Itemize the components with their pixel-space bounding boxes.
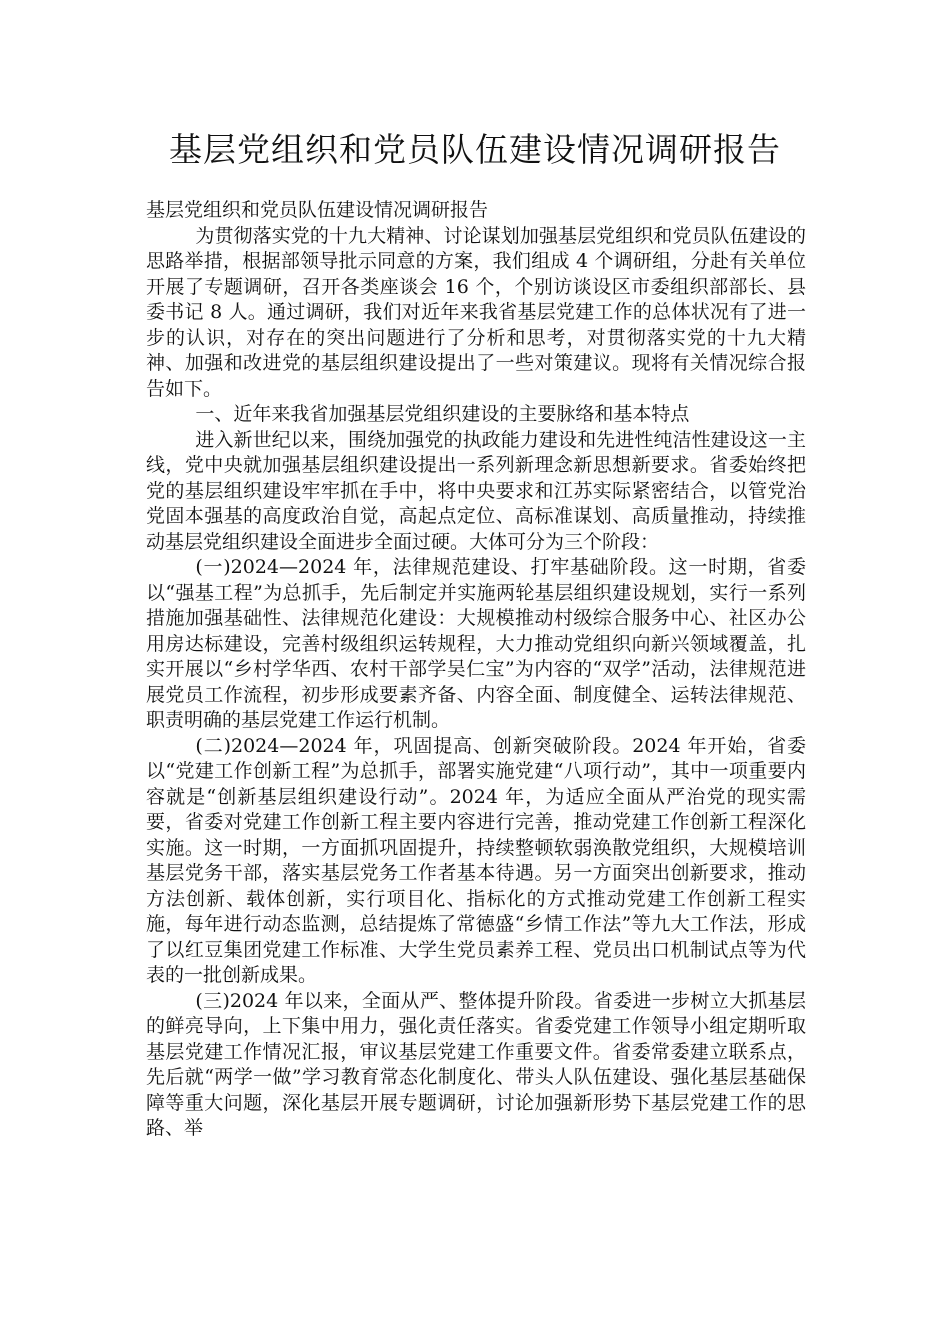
document-subtitle: 基层党组织和党员队伍建设情况调研报告: [146, 199, 489, 221]
paragraph-stage-2: (二)2024—2024 年，巩固提高、创新突破阶段。2024 年开始，省委以“党建工作创新工程”为总抓手，部署实施党建“八项行动”，其中一项重要内容就是“创新基层组织建设行动”。2024 年，为适应全面从严治党的现实需要，省委对党建工作创新工程主要内容进行完善，推动党建工作创新工程深化实施。这一时期，一方面抓巩固提升，持续整顿软弱涣散党组织，大规模培训基层党务干部，落实基层党务工作者基本待遇。另一方面突出创新要求，推动方法创新、载体创新，实行项目化、指标化的方式推动党建工作创新工程实施，每年进行动态监测，总结提炼了常德盛“乡情工作法”等九大工作法，形成了以红豆集团党建工作标准、大学生党员素养工程、党员出口机制试点等为代表的一批创新成果。: [146, 734, 806, 986]
paragraph-stage-1: (一)2024—2024 年，法律规范建设、打牢基础阶段。这一时期，省委以“强基工程”为总抓手，先后制定并实施两轮基层组织建设规划，实行一系列措施加强基础性、法律规范化建设：大规模推动村级综合服务中心、社区办公用房达标建设，完善村级组织运转规程，大力推动党组织向新兴领域覆盖，扎实开展以“乡村学华西、农村干部学吴仁宝”为内容的“双学”活动，法律规范进展党员工作流程，初步形成要素齐备、内容全面、制度健全、运转法律规范、职责明确的基层党建工作运行机制。: [146, 556, 806, 731]
paragraph-intro: 为贯彻落实党的十九大精神、讨论谋划加强基层党组织和党员队伍建设的思路举措，根据部领导批示同意的方案，我们组成 4 个调研组，分赴有关单位开展了专题调研，召开各类座谈会 16 个，个别访谈设区市委组织部部长、县委书记 8 人。通过调研，我们对近年来我省基层党建工作的总体状况有了进一步的认识，对存在的突出问题进行了分析和思考，对贯彻落实党的十九大精神、加强和改进党的基层组织建设提出了一些对策建议。现将有关情况综合报告如下。: [146, 224, 806, 400]
document-body: [146, 198, 806, 1142]
section-heading-1: 一、近年来我省加强基层党组织建设的主要脉络和基本特点: [195, 403, 690, 425]
document-title: 基层党组织和党员队伍建设情况调研报告: [169, 130, 781, 169]
paragraph-stage-3: (三)2024 年以来，全面从严、整体提升阶段。省委进一步树立大抓基层的鲜亮导向，上下集中用力，强化责任落实。省委党建工作领导小组定期听取基层党建工作情况汇报，审议基层党建工作重要文件。省委常委建立联系点，先后就“两学一做”学习教育常态化制度化、带头人队伍建设、强化基层基础保障等重大问题，深化基层开展专题调研，讨论加强新形势下基层党建工作的思路、举: [146, 989, 806, 1139]
paragraph-overview: 进入新世纪以来，围绕加强党的执政能力建设和先进性纯洁性建设这一主线，党中央就加强基层组织建设提出一系列新理念新思想新要求。省委始终把党的基层组织建设牢牢抓在手中，将中央要求和江苏实际紧密结合，以管党治党固本强基的高度政治自觉，高起点定位、高标准谋划、高质量推动，持续推动基层党组织建设全面进步全面过硬。大体可分为三个阶段：: [146, 428, 806, 553]
